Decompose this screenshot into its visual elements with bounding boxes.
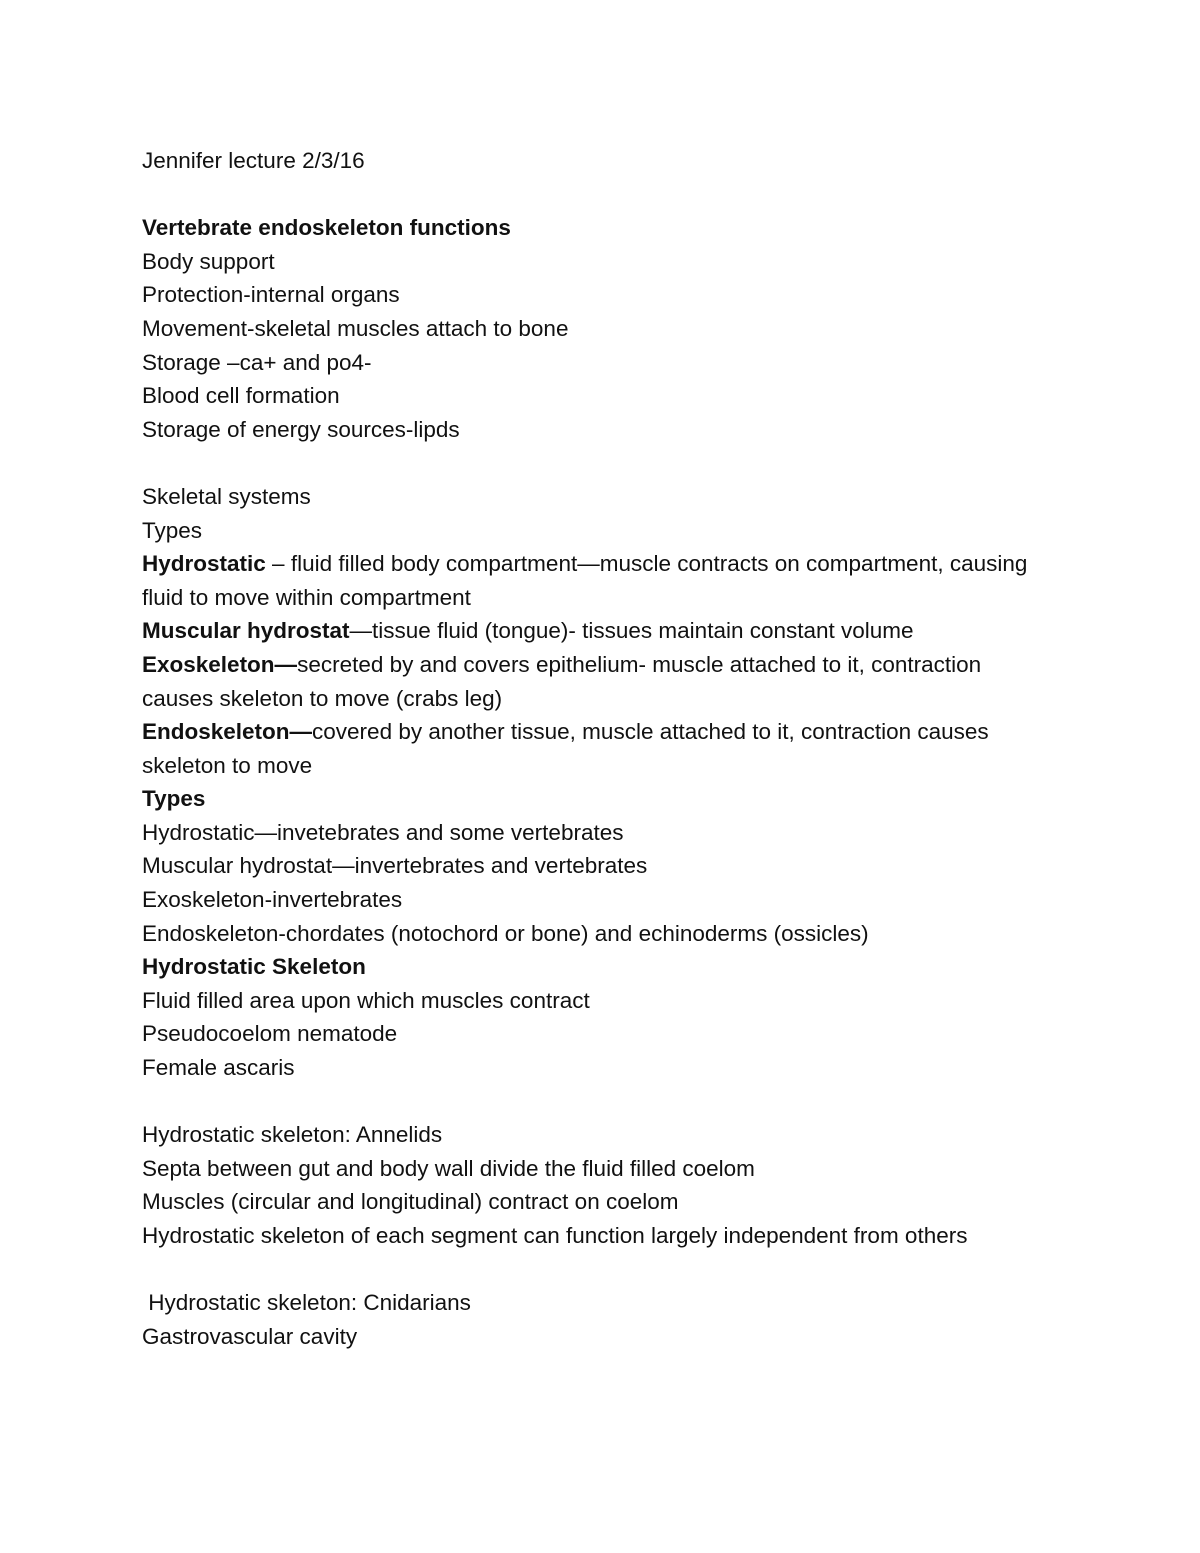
annelids-item: Hydrostatic skeleton of each segment can function largely independent from others	[142, 1223, 968, 1248]
cnidarians-heading: Hydrostatic skeleton: Cnidarians	[142, 1290, 471, 1316]
blank-line	[142, 1253, 1050, 1287]
functions-item: Protection-internal organs	[142, 282, 400, 308]
definition-exoskeleton	[142, 648, 1050, 715]
functions-item: Storage of energy sources-lipds	[142, 416, 460, 442]
blank-line	[142, 446, 1050, 480]
document-title: Jennifer lecture 2/3/16	[142, 148, 365, 173]
definition-text: covered by another tissue, muscle attached to it, contraction causes skeleton to move	[142, 719, 995, 778]
type-item: Exoskeleton-invertebrates	[142, 887, 403, 913]
hydrostatic-heading: Hydrostatic Skeleton	[142, 954, 366, 980]
definition-text: secreted by and covers epithelium- muscle attached to it, contraction causes skeleton to move (crabs leg)	[142, 651, 988, 711]
definition-term: Exoskeleton—	[142, 651, 298, 677]
functions-heading: Vertebrate endoskeleton functions	[142, 215, 511, 241]
functions-item: Body support	[142, 248, 275, 274]
blank-line	[142, 178, 1050, 212]
type-item: Endoskeleton-chordates (notochord or bone) and echinoderms (ossicles)	[142, 920, 869, 946]
definition-muscular-hydrostat	[142, 614, 1050, 648]
hydrostatic-item: Pseudocoelom nematode	[142, 1021, 398, 1047]
definition-term: Hydrostatic	[142, 551, 266, 577]
systems-types-label: Types	[142, 517, 203, 543]
definition-hydrostatic	[142, 547, 1050, 614]
definition-text: —tissue fluid (tongue)- tissues maintain constant volume	[349, 618, 914, 644]
hydrostatic-item: Fluid filled area upon which muscles contract	[142, 987, 590, 1013]
functions-item: Storage –ca+ and po4-	[142, 349, 372, 375]
definition-term: Endoskeleton—	[142, 719, 313, 745]
type-item: Muscular hydrostat—invertebrates and vertebrates	[142, 853, 648, 879]
systems-heading: Skeletal systems	[142, 483, 311, 509]
functions-item: Blood cell formation	[142, 383, 340, 409]
hydrostatic-item: Female ascaris	[142, 1055, 295, 1081]
definition-text: – fluid filled body compartment—muscle contracts on compartment, causing fluid to move within compartment	[142, 551, 1034, 610]
cnidarians-item: Gastrovascular cavity	[142, 1323, 358, 1349]
type-item: Hydrostatic—invetebrates and some vertebrates	[142, 819, 624, 845]
functions-item: Movement-skeletal muscles attach to bone	[142, 315, 569, 341]
types-heading: Types	[142, 786, 206, 812]
definition-term: Muscular hydrostat	[142, 618, 350, 644]
annelids-heading: Hydrostatic skeleton: Annelids	[142, 1122, 443, 1148]
annelids-item: Septa between gut and body wall divide the fluid filled coelom	[142, 1155, 755, 1181]
definition-endoskeleton	[142, 715, 1050, 782]
blank-line	[142, 1085, 1050, 1119]
annelids-item: Muscles (circular and longitudinal) contract on coelom	[142, 1189, 679, 1215]
